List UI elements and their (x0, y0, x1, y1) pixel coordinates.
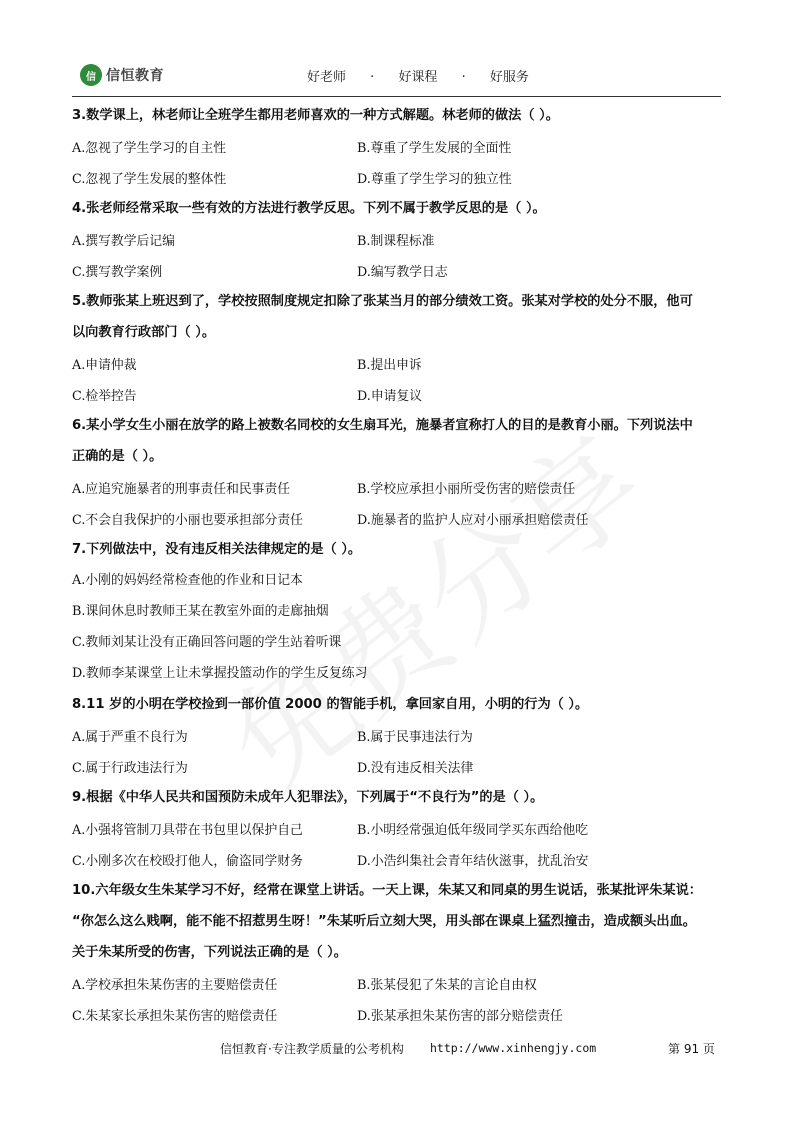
question-stem: 4.张老师经常采取一些有效的方法进行教学反思。下列不属于教学反思的是（ ）。 (72, 201, 546, 216)
option-d: D.申请复议 (357, 389, 423, 404)
option-a: A.应追究施暴者的刑事责任和民事责任 (72, 482, 291, 497)
option-a: A.小强将管制刀具带在书包里以保护自己 (72, 823, 303, 838)
question-stem-line-1: 5.教师张某上班迟到了，学校按照制度规定扣除了张某当月的部分绩效工资。张某对学校的处分不服，他可 (72, 294, 693, 309)
option-d: D.教师李某课堂上让未掌握投篮动作的学生反复练习 (72, 666, 368, 681)
question-stem-line-2: 以向教育行政部门（ ）。 (72, 325, 216, 340)
question-6 (72, 410, 724, 534)
option-c: C.忽视了学生发展的整体性 (72, 172, 227, 187)
option-c: C.检举控告 (72, 389, 137, 404)
logo-badge-icon: 信 (80, 64, 102, 86)
option-d: D.施暴者的监护人应对小丽承担赔偿责任 (357, 513, 589, 528)
option-c: C.不会自我保护的小丽也要承担部分责任 (72, 513, 303, 528)
slogan-item: 好老师 (307, 70, 347, 85)
option-b: B.提出申诉 (357, 358, 422, 373)
option-a: A.小刚的妈妈经常检查他的作业和日记本 (72, 573, 303, 588)
page-header (72, 60, 721, 97)
question-stem-line-1: 6.某小学女生小丽在放学的路上被数名同校的女生扇耳光，施暴者宣称打人的目的是教育小丽。下列说法中 (72, 418, 693, 433)
question-9 (72, 782, 724, 875)
slogan-separator: · (461, 70, 466, 85)
question-8 (72, 689, 724, 782)
question-3 (72, 100, 724, 193)
option-c: C.撰写教学案例 (72, 265, 163, 280)
option-a: A.撰写教学后记编 (72, 234, 175, 249)
option-c: C.教师刘某让没有正确回答问题的学生站着听课 (72, 635, 342, 650)
slogan (307, 66, 529, 85)
question-stem-line-2: “你怎么这么贱啊，能不能不招惹男生呀！”朱某听后立刻大哭，用头部在课桌上猛烈撞击，造成额头出血。 (72, 914, 696, 929)
option-b: B.小明经常强迫低年级同学买东西给他吃 (357, 823, 589, 838)
slogan-item: 好服务 (489, 70, 529, 85)
question-stem-line-2: 正确的是（ ）。 (72, 449, 163, 464)
logo-text: 信恒教育 (106, 68, 164, 84)
option-b: B.学校应承担小丽所受伤害的赔偿责任 (357, 482, 576, 497)
option-a: A.学校承担朱某伤害的主要赔偿责任 (72, 978, 278, 993)
question-5 (72, 286, 724, 410)
slogan-item: 好课程 (398, 70, 438, 85)
question-stem-line-1: 10.六年级女生朱某学习不好，经常在课堂上讲话。一天上课，朱某又和同桌的男生说话，张某批评朱某说： (72, 883, 702, 898)
option-c: C.属于行政违法行为 (72, 761, 188, 776)
slogan-separator: · (370, 70, 375, 85)
question-stem-line-3: 关于朱某所受的伤害，下列说法正确的是（ ）。 (72, 945, 347, 960)
option-b: B.属于民事违法行为 (357, 730, 473, 745)
option-d: D.尊重了学生学习的独立性 (357, 172, 512, 187)
option-d: D.编写教学日志 (357, 265, 448, 280)
question-10 (72, 875, 724, 1030)
question-stem: 9.根据《中华人民共和国预防未成年人犯罪法》，下列属于“不良行为”的是（ ）。 (72, 790, 544, 805)
option-a: A.属于严重不良行为 (72, 730, 188, 745)
option-a: A.忽视了学生学习的自主性 (72, 141, 227, 156)
option-c: C.小刚多次在校殴打他人，偷盗同学财务 (72, 854, 303, 869)
page-number: 第 91 页 (668, 1042, 715, 1056)
question-stem: 7.下列做法中，没有违反相关法律规定的是（ ）。 (72, 542, 362, 557)
question-stem: 8.11 岁的小明在学校捡到一部价值 2000 的智能手机，拿回家自用，小明的行为（ ）。 (72, 697, 589, 712)
option-b: B.课间休息时教师王某在教室外面的走廊抽烟 (72, 604, 329, 619)
footer-url[interactable]: http://www.xinhengjy.com (430, 1041, 597, 1055)
question-list (72, 100, 724, 1030)
option-b: B.张某侵犯了朱某的言论自由权 (357, 978, 537, 993)
option-c: C.朱某家长承担朱某伤害的赔偿责任 (72, 1009, 278, 1024)
question-7 (72, 534, 724, 689)
question-stem: 3.数学课上，林老师让全班学生都用老师喜欢的一种方式解题。林老师的做法（ ）。 (72, 108, 559, 123)
option-d: D.没有违反相关法律 (357, 761, 474, 776)
option-d: D.小浩纠集社会青年结伙滋事，扰乱治安 (357, 854, 589, 869)
option-b: B.制课程标准 (357, 234, 435, 249)
option-b: B.尊重了学生发展的全面性 (357, 141, 512, 156)
logo (80, 64, 164, 86)
option-a: A.申请仲裁 (72, 358, 137, 373)
footer-org: 信恒教育·专注教学质量的公考机构 (220, 1042, 404, 1056)
option-d: D.张某承担朱某伤害的部分赔偿责任 (357, 1009, 563, 1024)
question-4 (72, 193, 724, 286)
